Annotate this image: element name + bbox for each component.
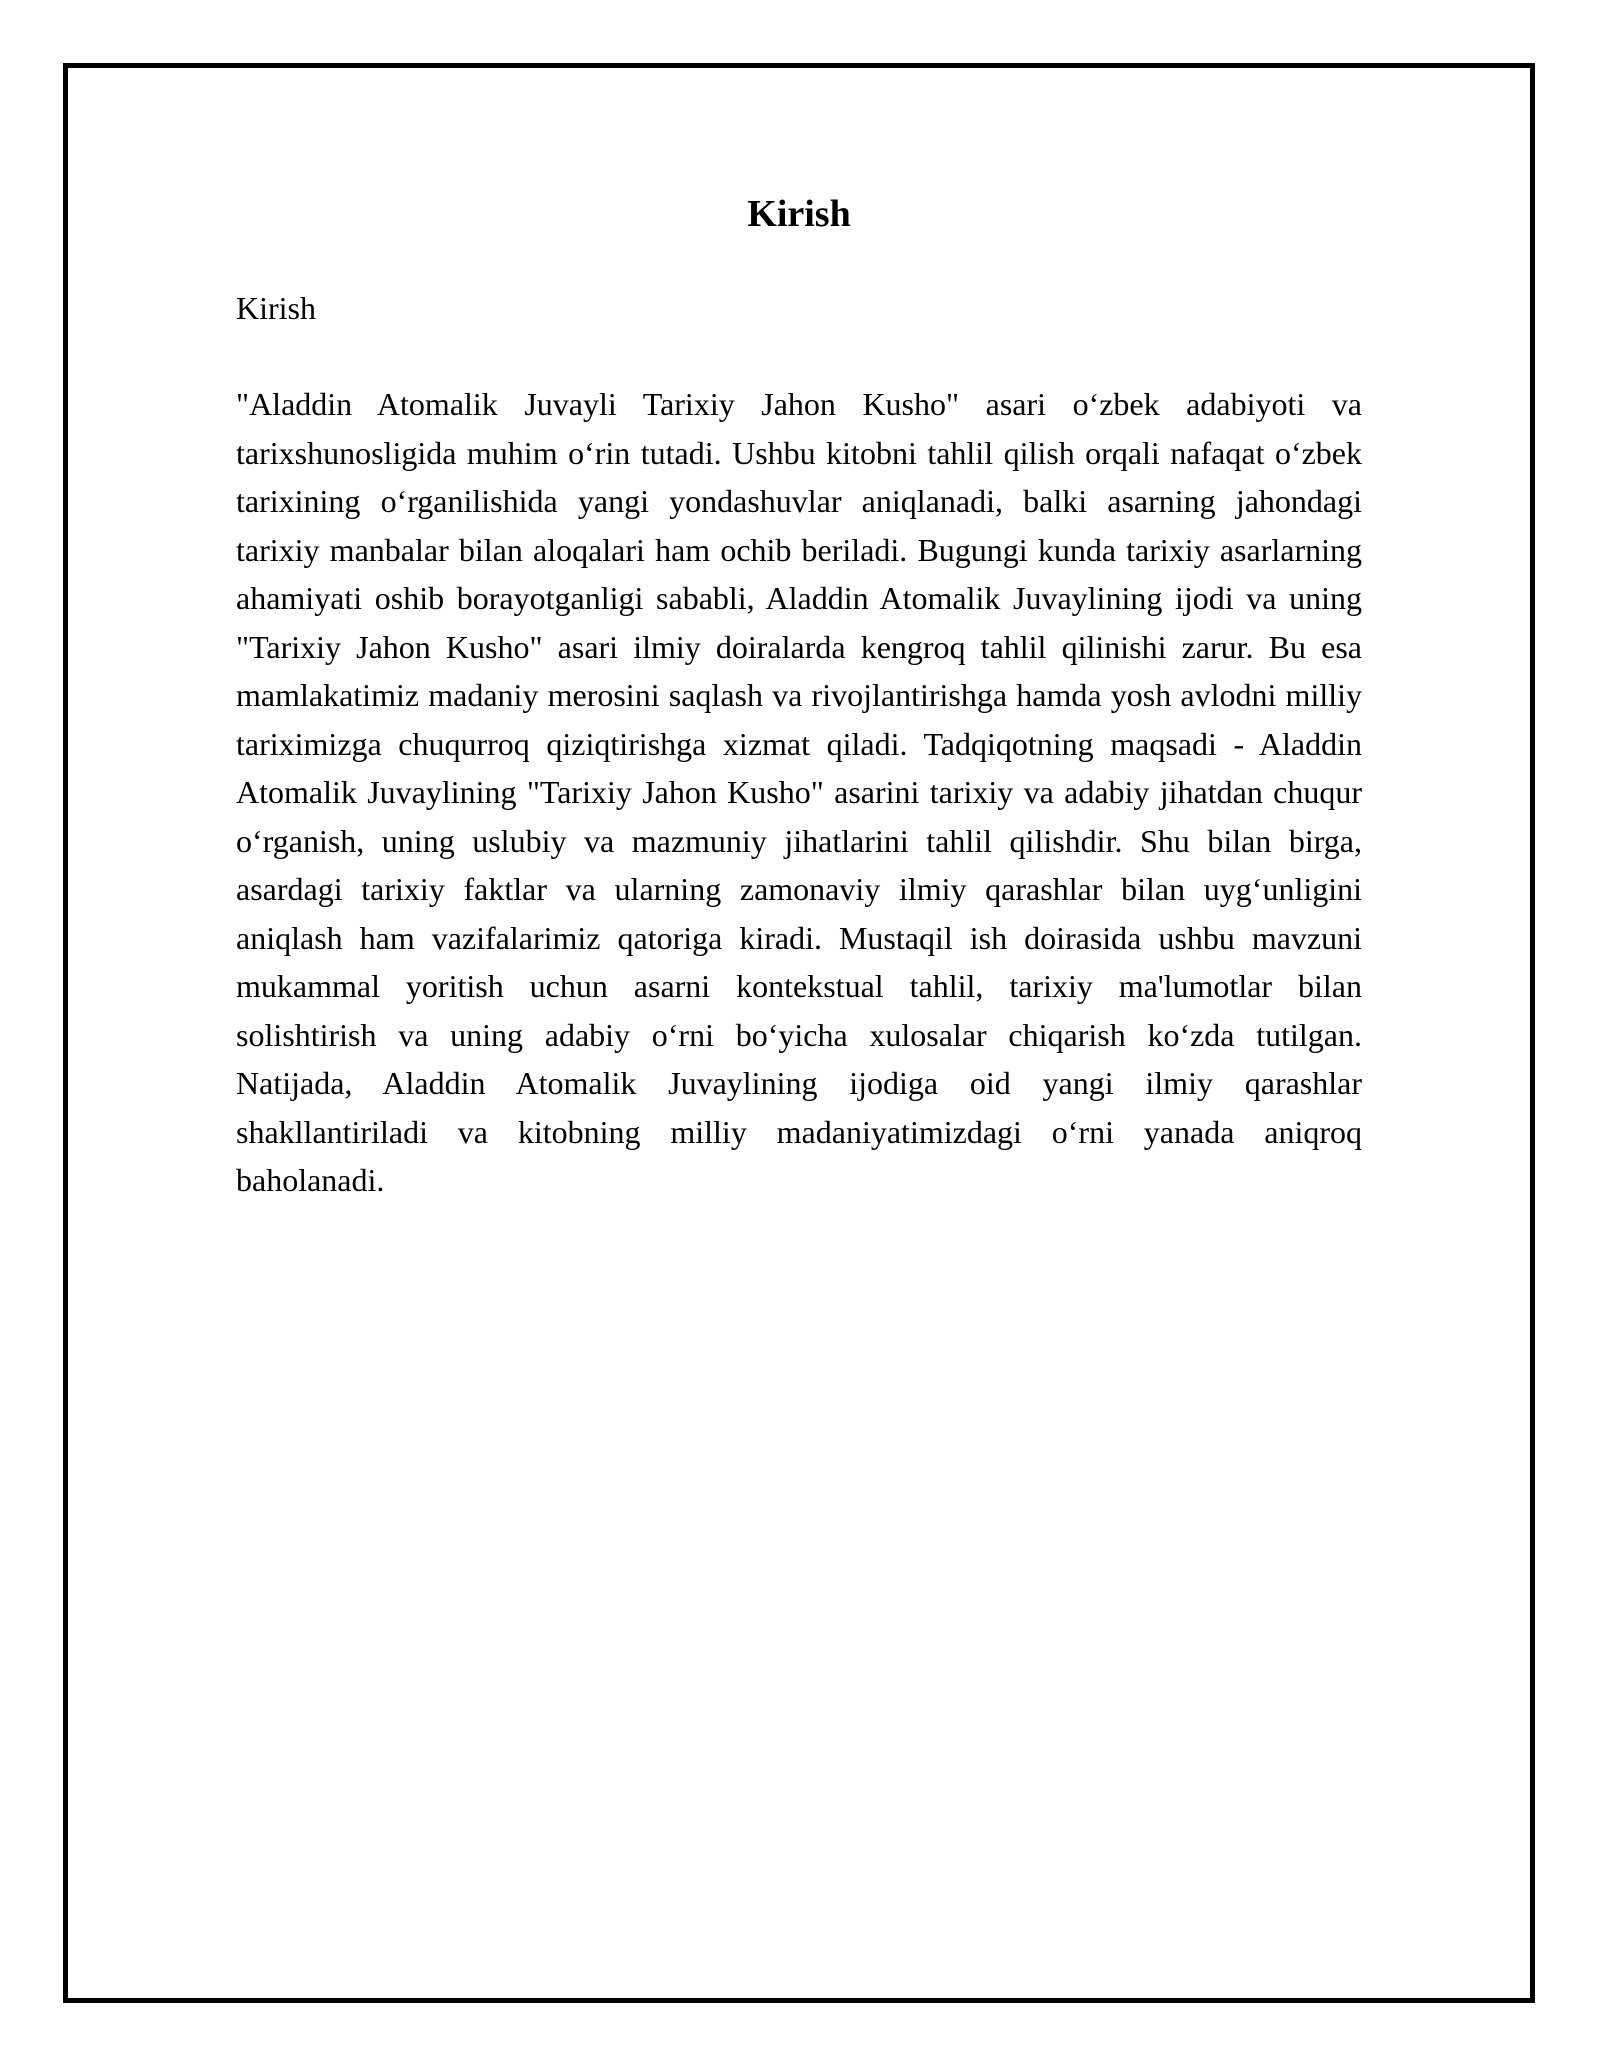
page-title: Kirish <box>747 193 851 235</box>
section-label: Kirish <box>236 290 316 326</box>
document-content <box>236 190 1362 1205</box>
body-paragraph: "Aladdin Atomalik Juvayli Tarixiy Jahon Kusho" asari o‘zbek adabiyoti va tarixshunosligida muhim o‘rin tutadi. Ushbu kitobni tahlil qilish orqali nafaqat o‘zbek tarixining o‘rganilishida yangi yondashuvlar aniqlanadi, balki asarning jahondagi tarixiy manbalar bilan aloqalari ham ochib beriladi. Bugungi kunda tarixiy asarlarning ahamiyati oshib borayotganligi sababli, Aladdin Atomalik Juvaylining ijodi va uning "Tarixiy Jahon Kusho" asari ilmiy doiralarda kengroq tahlil qilinishi zarur. Bu esa mamlakatimiz madaniy merosini saqlash va rivojlantirishga hamda yosh avlodni milliy tariximizga chuqurroq qiziqtirishga xizmat qiladi. Tadqiqotning maqsadi - Aladdin Atomalik Juvaylining "Tarixiy Jahon Kusho" asarini tarixiy va adabiy jihatdan chuqur o‘rganish, uning uslubiy va mazmuniy jihatlarini tahlil qilishdir. Shu bilan birga, asardagi tarixiy faktlar va ularning zamonaviy ilmiy qarashlar bilan uyg‘unligini aniqlash ham vazifalarimiz qatoriga kiradi. Mustaqil ish doirasida ushbu mavzuni mukammal yoritish uchun asarni kontekstual tahlil, tarixiy ma'lumotlar bilan solishtirish va uning adabiy o‘rni bo‘yicha xulosalar chiqarish ko‘zda tutilgan. Natijada, Aladdin Atomalik Juvaylining ijodiga oid yangi ilmiy qarashlar shakllantiriladi va kitobning milliy madaniyatimizdagi o‘rni yanada aniqroq baholanadi. <box>236 386 1362 1198</box>
